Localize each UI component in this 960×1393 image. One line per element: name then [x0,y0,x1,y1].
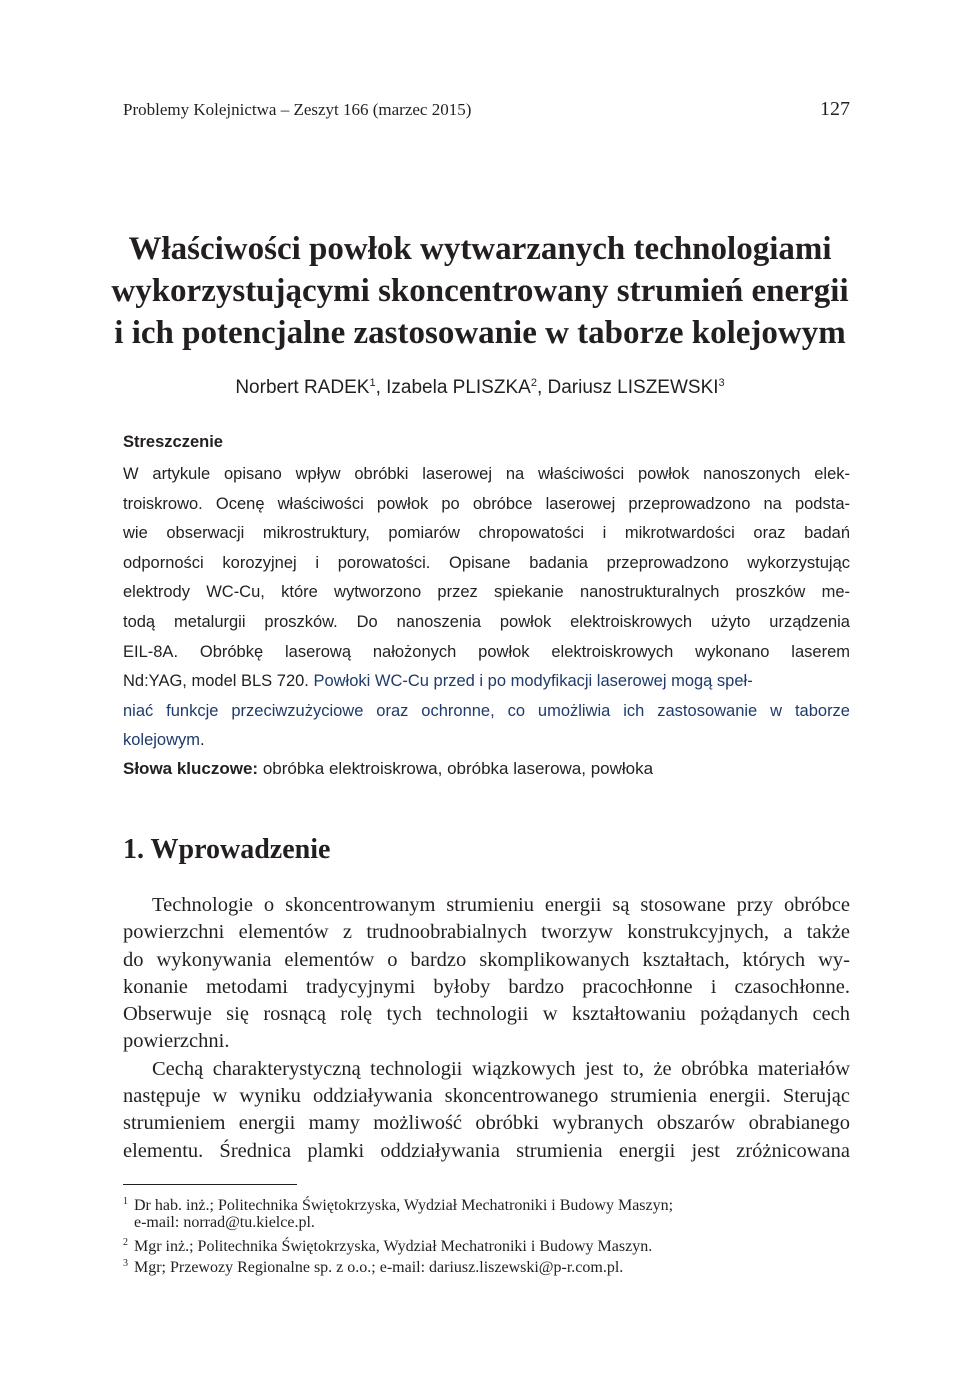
keywords [123,759,850,779]
body-line: elementu. Średnica plamki oddziaływania strumienia energii jest zróżnicowana [123,1139,850,1162]
body-line: konanie metodami tradycyjnymi byłoby bardzo pracochłonne i czasochłonne. [123,975,850,998]
body-line: Obserwuje się rosnącą rolę tych technologii w kształtowaniu pożądanych cech [123,1003,850,1026]
title-line: i ich potencjalne zastosowanie w taborze kolejowym [114,315,846,351]
body-line: Cechą charakterystyczną technologii wiązkowych jest to, że obróbka materiałów [152,1057,850,1080]
footnotes [123,1192,850,1274]
footnote [123,1233,850,1254]
abstract-fragment-highlight: kolejowym [123,731,201,750]
author-name: , Izabela PLISZKA [375,377,531,398]
footnote-mark: 3 [123,1257,128,1269]
body-line: powierzchni. [123,1030,230,1053]
abstract-line: EIL-8A. Obróbkę laserową nałożonych powłok elektroiskrowych wykonano laserem [123,642,850,661]
article-title [100,228,860,354]
abstract-line: odporności korozyjnej i porowatości. Opisane badania przeprowadzono wykorzystując [123,553,850,572]
author-affiliation-mark: 2 [530,377,537,389]
body-line: Technologie o skoncentrowanym strumieniu energii są stosowane przy obróbce [152,894,850,916]
abstract-line: elektrody WC-Cu, które wytworzono przez spiekanie nanostrukturalnych proszków me- [123,583,850,602]
running-header [123,98,850,124]
author-affiliation-mark: 1 [369,377,376,389]
journal-issue: Problemy Kolejnictwa – Zeszyt 166 (marzec 2015) [123,100,472,119]
keywords-text: obróbka elektroiskrowa, obróbka laserowa, powłoka [258,759,654,778]
footnote [123,1254,850,1275]
author-name: Norbert RADEK [235,377,370,398]
body-line: powierzchni elementów z trudnoobrabialnych tworzyw konstrukcyjnych, a także [123,921,850,944]
abstract-text [123,460,850,756]
body-line: strumieniem energii mamy możliwość obróbki wybranych obszarów obrabianego [123,1112,850,1135]
abstract-fragment-highlight: Powłoki WC-Cu przed i po modyfikacji laserowej mogą speł- [308,672,753,691]
abstract-line: troiskrowo. Ocenę właściwości powłok po obróbce laserowej przeprowadzono na podsta- [123,494,850,513]
abstract-fragment: Nd:YAG, model BLS 720. [123,672,309,691]
body-line: do wykonywania elementów o bardzo skomplikowanych kształtach, których wy- [123,948,850,971]
abstract-line: W artykule opisano wpływ obróbki laserowej na właściwości powłok nanoszonych elek- [123,465,850,483]
abstract-fragment: . [200,731,205,750]
abstract-line [123,726,850,756]
author-list [100,377,860,399]
footnote-text: Mgr; Przewozy Regionalne sp. z o.o.; e-mail: dariusz.liszewski@p-r.com.pl. [134,1258,624,1276]
author-name: , Dariusz LISZEWSKI [536,377,719,398]
footnote-text: Mgr inż.; Politechnika Świętokrzyska, Wydział Mechatroniki i Budowy Maszyn. [134,1238,653,1255]
footnote-text: Dr hab. inż.; Politechnika Świętokrzyska, Wydział Mechatroniki i Budowy Maszyn; [134,1197,674,1214]
section-heading: 1. Wprowadzenie [123,834,331,865]
abstract-line: todą metalurgii proszków. Do nanoszenia powłok elektroiskrowych użyto urządzenia [123,612,850,631]
keywords-label: Słowa kluczowe: [123,759,259,778]
abstract-line: wie obserwacji mikrostruktury, pomiarów chropowatości i mikrotwardości oraz badań [123,524,850,543]
body-line: następuje w wyniku oddziaływania skoncentrowanego strumienia energii. Sterując [123,1085,850,1108]
footnote-mark: 2 [123,1237,128,1248]
abstract-line [123,667,850,697]
abstract-heading: Streszczenie [123,433,223,451]
footnote-mark: 1 [123,1196,128,1207]
footnote-continuation: e-mail: norrad@tu.kielce.pl. [134,1213,315,1231]
body-text [123,892,850,1165]
footnote [123,1192,850,1213]
title-line: Właściwości powłok wytwarzanych technologiami [128,231,832,267]
abstract-line: niać funkcje przeciwzużyciowe oraz ochronne, co umożliwia ich zastosowanie w taborze [123,701,850,720]
page-number: 127 [820,98,850,120]
author-affiliation-mark: 3 [718,377,725,389]
title-line: wykorzystującymi skoncentrowany strumień energii [111,273,849,309]
footnote-divider [123,1184,297,1185]
